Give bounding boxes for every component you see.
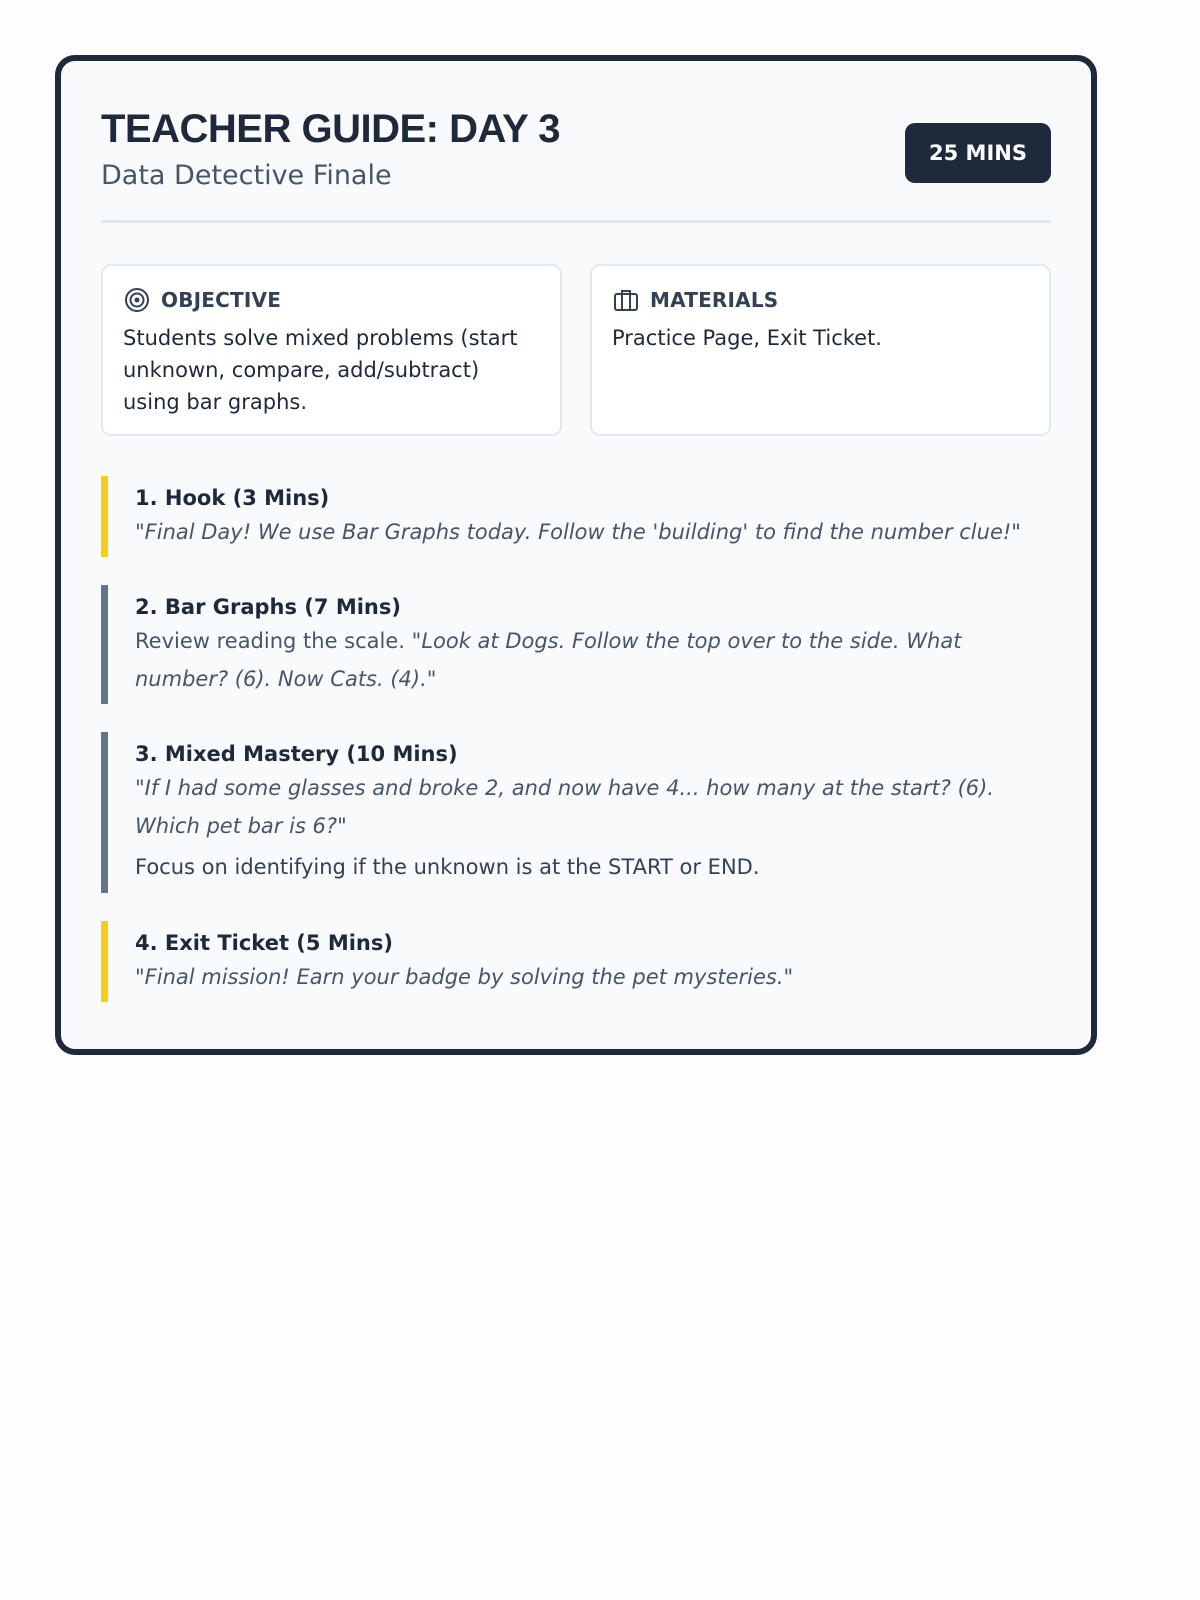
header-divider (101, 220, 1051, 223)
step-quote: "Final mission! Earn your badge by solving the pet mysteries." (135, 965, 794, 989)
page-title: TEACHER GUIDE: DAY 3 (101, 107, 560, 151)
info-row (101, 264, 1051, 436)
page-subtitle: Data Detective Finale (101, 160, 392, 191)
guide-header (101, 105, 1051, 220)
materials-box (590, 264, 1051, 436)
step-quote: "Look at Dogs. Follow the top over to the side. What number? (6). Now Cats. (4)." (135, 629, 962, 691)
materials-label: MATERIALS (650, 288, 779, 312)
step-quote: "Final Day! We use Bar Graphs today. Follow the 'building' to find the number clue!" (135, 520, 1021, 544)
step-title: 4. Exit Ticket (5 Mins) (135, 931, 393, 955)
step-lead: Review reading the scale. (135, 629, 405, 653)
step-exit-ticket (101, 921, 1051, 1002)
objective-label: OBJECTIVE (161, 288, 282, 312)
step-note: Focus on identifying if the unknown is at the START or END. (135, 855, 760, 879)
teacher-guide-card (55, 55, 1097, 1055)
step-hook (101, 476, 1051, 557)
duration-badge: 25 MINS (905, 123, 1051, 183)
step-title: 2. Bar Graphs (7 Mins) (135, 595, 401, 619)
lesson-steps (101, 476, 1051, 1002)
objective-text: Students solve mixed problems (start unknown, compare, add/subtract) using bar graphs. (123, 326, 518, 414)
step-text (135, 958, 1051, 1002)
step-text (135, 769, 1051, 845)
briefcase-icon (612, 286, 640, 314)
target-icon (123, 286, 151, 314)
step-quote: "If I had some glasses and broke 2, and now have 4... how many at the start? (6). Which pet bar is 6?" (135, 776, 995, 838)
step-title: 3. Mixed Mastery (10 Mins) (135, 742, 458, 766)
objective-header (123, 286, 540, 314)
step-text (135, 513, 1051, 557)
step-title: 1. Hook (3 Mins) (135, 486, 330, 510)
objective-box (101, 264, 562, 436)
materials-header (612, 286, 1029, 314)
step-mixed-mastery (101, 732, 1051, 893)
step-text (135, 622, 1051, 704)
step-bar-graphs (101, 585, 1051, 704)
materials-text: Practice Page, Exit Ticket. (612, 326, 882, 350)
